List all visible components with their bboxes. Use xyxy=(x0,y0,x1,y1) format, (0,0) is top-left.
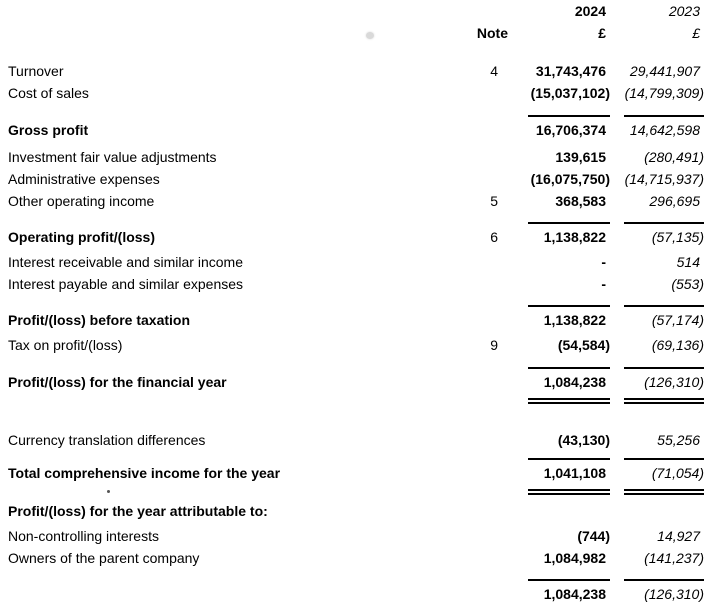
row-value-2024: 1,084,238 xyxy=(543,374,606,390)
row-label: Operating profit/(loss) xyxy=(8,229,155,245)
column-header-currency-2023: £ xyxy=(692,25,700,41)
rule-cell-2024 xyxy=(510,115,610,117)
single-underline-2023 xyxy=(624,115,704,117)
row-value-2024: - xyxy=(601,254,606,270)
single-underline-2024 xyxy=(528,579,610,581)
statement-row xyxy=(8,500,704,522)
rule-note-spacer xyxy=(460,489,510,495)
rule-cell-2024 xyxy=(510,398,610,404)
rule-cell-2024 xyxy=(510,579,610,581)
statement-row xyxy=(8,251,704,273)
row-note xyxy=(460,309,510,331)
column-header-note: Note xyxy=(476,25,508,41)
single-underline-2023 xyxy=(624,458,704,460)
row-value-2023: (71,054) xyxy=(651,465,704,481)
rule-label-spacer xyxy=(8,579,460,581)
row-label: Interest payable and similar expenses xyxy=(8,276,244,292)
row-value-2023: (280,491) xyxy=(644,149,704,165)
rule-note-spacer xyxy=(460,458,510,460)
row-label: Tax on profit/(loss) xyxy=(8,337,123,353)
single-underline-2024 xyxy=(528,458,610,460)
row-note: 9 xyxy=(490,337,498,353)
rule-cell-2024 xyxy=(510,222,610,224)
row-value-2023: 14,642,598 xyxy=(629,122,700,138)
single-rule-row xyxy=(8,458,704,460)
statement-row xyxy=(8,82,704,104)
statement-row xyxy=(8,146,704,168)
row-note xyxy=(460,371,510,393)
rule-cell-2024 xyxy=(510,367,610,369)
row-value-2023: (141,237) xyxy=(644,550,704,566)
statement-row xyxy=(8,429,704,451)
rule-cell-2023 xyxy=(610,222,704,224)
row-note xyxy=(460,251,510,273)
row-value-2023: (126,310) xyxy=(644,586,704,602)
rule-cell-2023 xyxy=(610,305,704,307)
rule-cell-2024 xyxy=(510,489,610,495)
scan-artifact-dot xyxy=(107,490,110,493)
double-rule-row xyxy=(8,489,704,495)
statement-row xyxy=(8,371,704,393)
single-underline-2024 xyxy=(528,305,610,307)
statement-row xyxy=(8,462,704,484)
rule-note-spacer xyxy=(460,398,510,404)
single-underline-2024 xyxy=(528,367,610,369)
rule-note-spacer xyxy=(460,367,510,369)
row-note xyxy=(460,119,510,141)
statement-row xyxy=(8,190,704,212)
row-value-2023: 514 xyxy=(676,254,700,270)
row-note: 6 xyxy=(490,229,498,245)
header-label-spacer xyxy=(8,22,460,44)
header-note-spacer xyxy=(460,0,510,22)
row-note xyxy=(460,429,510,451)
rule-label-spacer xyxy=(8,367,460,369)
row-value-2023: (57,174) xyxy=(651,312,704,328)
row-value-2023: 14,927 xyxy=(657,528,700,544)
rule-cell-2023 xyxy=(610,579,704,581)
row-label: Turnover xyxy=(8,63,64,79)
single-underline-2023 xyxy=(624,367,704,369)
row-label: Gross profit xyxy=(8,122,89,138)
statement-row xyxy=(8,583,704,605)
row-value-2024: 139,615 xyxy=(555,149,606,165)
row-value-2024 xyxy=(510,500,610,522)
single-underline-2023 xyxy=(624,305,704,307)
row-value-2023: (14,715,937) xyxy=(624,171,704,187)
row-value-2024: (15,037,102) xyxy=(530,85,610,101)
row-value-2023 xyxy=(610,500,704,522)
rule-cell-2024 xyxy=(510,305,610,307)
row-label: Total comprehensive income for the year xyxy=(8,465,281,481)
rule-cell-2023 xyxy=(610,115,704,117)
row-label: Non-controlling interests xyxy=(8,528,159,544)
statement-row xyxy=(8,226,704,248)
rule-label-spacer xyxy=(8,458,460,460)
row-label: Profit/(loss) for the year attributable to: xyxy=(8,503,268,519)
single-rule-row xyxy=(8,367,704,369)
row-value-2023: 55,256 xyxy=(657,432,700,448)
single-rule-row xyxy=(8,115,704,117)
row-note xyxy=(460,547,510,569)
row-label: Administrative expenses xyxy=(8,171,160,187)
rule-label-spacer xyxy=(8,489,460,495)
row-note xyxy=(460,525,510,547)
row-value-2023: (553) xyxy=(671,276,704,292)
rule-note-spacer xyxy=(460,115,510,117)
single-underline-2024 xyxy=(528,115,610,117)
rule-label-spacer xyxy=(8,398,460,404)
statement-row xyxy=(8,334,704,356)
statement-row xyxy=(8,119,704,141)
row-value-2023: (69,136) xyxy=(651,337,704,353)
row-value-2024: 368,583 xyxy=(555,193,606,209)
statement-row xyxy=(8,525,704,547)
statement-row xyxy=(8,168,704,190)
row-note: 5 xyxy=(490,193,498,209)
statement-rows xyxy=(8,60,704,605)
row-value-2024: 16,706,374 xyxy=(535,122,606,138)
row-label: Other operating income xyxy=(8,193,155,209)
double-underline-2023 xyxy=(624,489,704,495)
row-note: 4 xyxy=(490,63,498,79)
rule-cell-2023 xyxy=(610,458,704,460)
row-value-2024: (43,130) xyxy=(557,432,610,448)
double-rule-row xyxy=(8,398,704,404)
row-label xyxy=(8,583,460,605)
row-note xyxy=(460,462,510,484)
row-value-2023: 29,441,907 xyxy=(629,63,700,79)
row-value-2023: 296,695 xyxy=(649,193,700,209)
table-header-units-row xyxy=(8,22,704,44)
rule-label-spacer xyxy=(8,222,460,224)
row-value-2024: (744) xyxy=(577,528,610,544)
statement-row xyxy=(8,309,704,331)
single-underline-2023 xyxy=(624,222,704,224)
single-underline-2024 xyxy=(528,222,610,224)
double-underline-2024 xyxy=(528,398,610,404)
row-note xyxy=(460,500,510,522)
rule-cell-2023 xyxy=(610,398,704,404)
row-value-2024: - xyxy=(601,276,606,292)
rule-cell-2023 xyxy=(610,489,704,495)
row-value-2024: (16,075,750) xyxy=(530,171,610,187)
header-label-spacer xyxy=(8,0,460,22)
row-label: Profit/(loss) before taxation xyxy=(8,312,191,328)
row-label: Investment fair value adjustments xyxy=(8,149,217,165)
rule-label-spacer xyxy=(8,305,460,307)
row-label: Cost of sales xyxy=(8,85,89,101)
row-value-2024: 1,084,982 xyxy=(543,550,606,566)
row-note xyxy=(460,583,510,605)
double-underline-2024 xyxy=(528,489,610,495)
row-value-2024: 1,138,822 xyxy=(543,229,606,245)
row-value-2024: 31,743,476 xyxy=(535,63,606,79)
column-header-year-2023: 2023 xyxy=(668,3,700,19)
row-value-2023: (126,310) xyxy=(644,374,704,390)
row-note xyxy=(460,146,510,168)
table-header-years-row xyxy=(8,0,704,22)
scan-artifact-smudge xyxy=(366,32,374,39)
column-header-currency-2024: £ xyxy=(598,25,606,41)
row-value-2023: (14,799,309) xyxy=(624,85,704,101)
rule-label-spacer xyxy=(8,115,460,117)
row-value-2024: (54,584) xyxy=(557,337,610,353)
single-underline-2023 xyxy=(624,579,704,581)
single-rule-row xyxy=(8,222,704,224)
statement-row xyxy=(8,60,704,82)
rule-note-spacer xyxy=(460,222,510,224)
single-rule-row xyxy=(8,579,704,581)
row-note xyxy=(460,273,510,295)
row-label: Owners of the parent company xyxy=(8,550,200,566)
column-header-year-2024: 2024 xyxy=(574,3,606,19)
row-note xyxy=(460,82,510,104)
rule-cell-2023 xyxy=(610,367,704,369)
row-value-2023: (57,135) xyxy=(651,229,704,245)
row-note xyxy=(460,168,510,190)
double-underline-2023 xyxy=(624,398,704,404)
statement-row xyxy=(8,547,704,569)
rule-cell-2024 xyxy=(510,458,610,460)
row-value-2024: 1,041,108 xyxy=(543,465,606,481)
row-label: Profit/(loss) for the financial year xyxy=(8,374,227,390)
row-label: Interest receivable and similar income xyxy=(8,254,243,270)
rule-note-spacer xyxy=(460,579,510,581)
row-label: Currency translation differences xyxy=(8,432,206,448)
rule-note-spacer xyxy=(460,305,510,307)
statement-row xyxy=(8,273,704,295)
row-value-2024: 1,138,822 xyxy=(543,312,606,328)
row-value-2024: 1,084,238 xyxy=(543,586,606,602)
single-rule-row xyxy=(8,305,704,307)
